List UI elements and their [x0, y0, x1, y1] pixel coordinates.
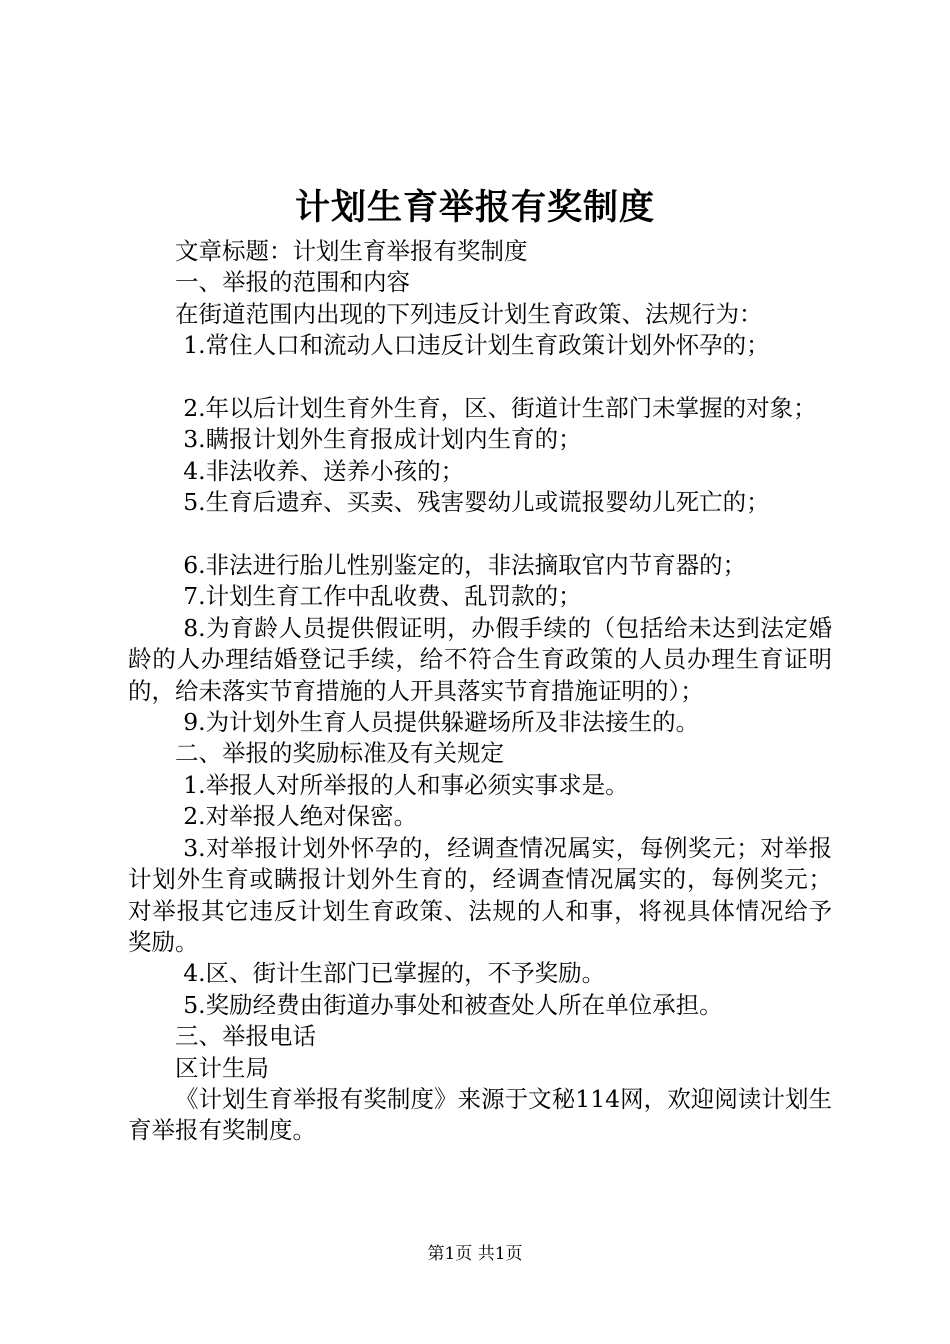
rule-item-2: 2.对举报人绝对保密。 [183, 802, 418, 831]
blank-line [128, 519, 832, 550]
list-item-8: 8.为育龄人员提供假证明，办假手续的（包括给未达到法定婚龄的人办理结婚登记手续，给不符合生育政策的人员办理生育证明的，给未落实节育措施的人开具落实节育措施证明的）； [128, 613, 832, 705]
list-item-6: 6.非法进行胎儿性别鉴定的，非法摘取官内节育器的； [183, 551, 747, 580]
list-item-9: 9.为计划外生育人员提供躲避场所及非法接生的。 [183, 708, 700, 737]
rule-item-4: 4.区、街计生部门已掌握的，不予奖励。 [183, 959, 606, 988]
rule-item-1: 1.举报人对所举报的人和事必须实事求是。 [183, 770, 629, 799]
blank-line [128, 362, 832, 393]
list-item-3: 3.瞒报计划外生育报成计划内生育的； [183, 425, 582, 454]
list-item-5: 5.生育后遗弃、买卖、残害婴幼儿或谎报婴幼儿死亡的； [183, 488, 770, 517]
section-heading-1: 一、举报的范围和内容 [175, 268, 410, 297]
source-note: 《计划生育举报有奖制度》来源于文秘114网，欢迎阅读计划生育举报有奖制度。 [128, 1084, 832, 1145]
contact-line: 区计生局 [175, 1053, 269, 1082]
rule-item-3: 3.对举报计划外怀孕的，经调查情况属实，每例奖元；对举报计划外生育或瞒报计划外生育的，经调查情况属实的，每例奖元；对举报其它违反计划生育政策、法规的人和事，将视具体情况给予奖励。 [128, 833, 832, 956]
section-heading-2: 二、举报的奖励标准及有关规定 [175, 739, 504, 768]
document-title: 计划生育举报有奖制度 [294, 187, 655, 228]
section-intro: 在街道范围内出现的下列违反计划生育政策、法规行为： [175, 299, 763, 328]
rule-item-5: 5.奖励经费由街道办事处和被查处人所在单位承担。 [183, 990, 723, 1019]
page-footer: 第1页 共1页 [427, 1244, 523, 1264]
document-body [128, 236, 832, 1147]
article-title-line: 文章标题：计划生育举报有奖制度 [175, 237, 528, 265]
list-item-7: 7.计划生育工作中乱收费、乱罚款的； [183, 582, 582, 611]
list-item-1: 1.常住人口和流动人口违反计划生育政策计划外怀孕的； [183, 331, 770, 360]
list-item-2: 2.年以后计划生育外生育，区、街道计生部门未掌握的对象； [183, 394, 817, 423]
section-heading-3: 三、举报电话 [175, 1022, 316, 1051]
list-item-4: 4.非法收养、送养小孩的； [183, 456, 465, 485]
